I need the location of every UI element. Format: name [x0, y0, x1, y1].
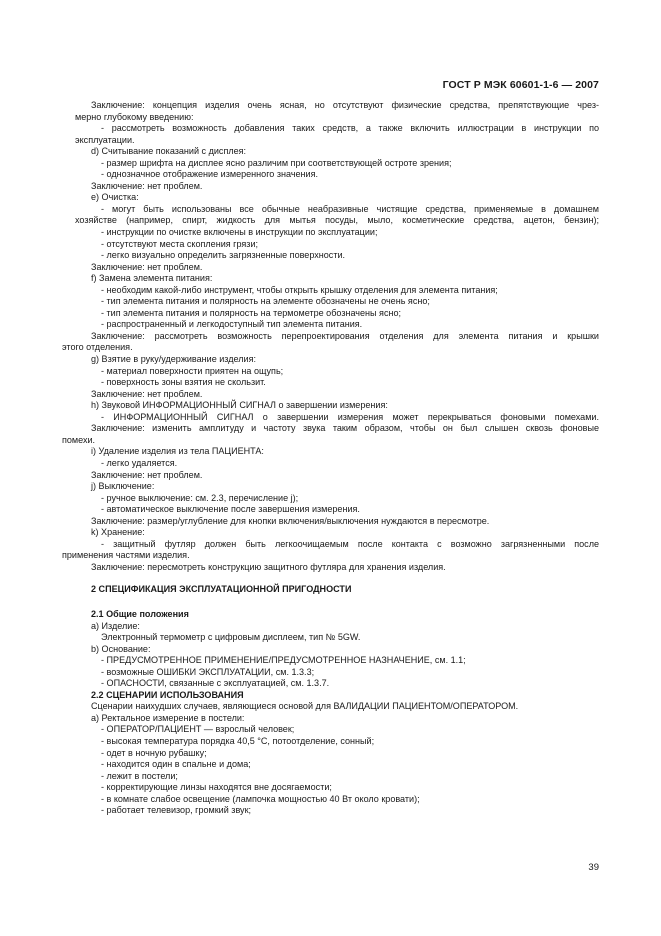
text-line: - легко удаляется. [101, 457, 178, 468]
text-line: - корректирующие линзы находятся вне досягаемости; [101, 782, 332, 793]
text-line: Сценарии наихудших случаев, являющиеся основой для ВАЛИДАЦИИ ПАЦИЕНТОМ/ОПЕРАТОРОМ. [91, 701, 519, 712]
document-header: ГОСТ Р МЭК 60601-1-6 — 2007 [442, 79, 599, 91]
text-line: Заключение: нет проблем. [91, 261, 203, 272]
section-heading: 2 СПЕЦИФИКАЦИЯ ЭКСПЛУАТАЦИОННОЙ ПРИГОДНОСТИ [91, 584, 352, 595]
text-line: - лежит в постели; [101, 770, 178, 781]
text-line: - одет в ночную рубашку; [101, 747, 207, 758]
text-line: - защитный футляр должен быть легкоочищаемым после контакта с возможно загрязненными после [101, 538, 599, 549]
text-line: Заключение: нет проблем. [91, 388, 203, 399]
document-body [0, 100, 661, 817]
text-line: k) Хранение: [91, 527, 145, 538]
text-line: - работает телевизор, громкий звук; [101, 805, 252, 816]
text-line: - распространенный и легкодоступный тип элемента питания. [101, 319, 363, 330]
text-line: мерно глубокому введению: [75, 111, 194, 122]
text-line: - рассмотреть возможность добавления таких средств, а также включить иллюстрации в инструкции по [101, 123, 599, 134]
text-line: Заключение: нет проблем. [91, 469, 203, 480]
text-line: - инструкции по очистке включены в инструкции по эксплуатации; [101, 227, 378, 238]
text-line: эксплуатации. [75, 134, 135, 145]
text-line: - поверхность зоны взятия не скользит. [101, 377, 266, 388]
text-line: a) Ректальное измерение в постели: [91, 712, 245, 723]
text-line: i) Удаление изделия из тела ПАЦИЕНТА: [91, 446, 264, 457]
text-line: - могут быть использованы все обычные неабразивные чистящие средства, применяемые в домашнем [101, 203, 599, 214]
text-line: хозяйстве (например, спирт, жидкость для мытья посуды, мыло, косметические средства, ацетон, бензин); [75, 215, 599, 226]
text-line: - тип элемента питания и полярность на элементе обозначены не очень ясно; [101, 296, 430, 307]
text-line: - ПРЕДУСМОТРЕННОЕ ПРИМЕНЕНИЕ/ПРЕДУСМОТРЕННОЕ НАЗНАЧЕНИЕ, см. 1.1; [101, 655, 466, 666]
text-line: помехи. [62, 434, 96, 445]
text-line: - отсутствуют места скопления грязи; [101, 238, 259, 249]
text-line: - размер шрифта на дисплее ясно различим при соответствующей остроте зрения; [101, 157, 452, 168]
text-line: - ИНФОРМАЦИОННЫЙ СИГНАЛ о завершении измерения может перекрываться фоновыми помехами. [101, 411, 599, 422]
text-line: h) Звуковой ИНФОРМАЦИОННЫЙ СИГНАЛ о завершении измерения: [91, 400, 388, 411]
text-line: - возможные ОШИБКИ ЭКСПЛУАТАЦИИ, см. 1.3.3; [101, 666, 315, 677]
text-line: Заключение: размер/углубление для кнопки включения/выключения нуждаются в пересмотре. [91, 515, 490, 526]
text-line: - ОПЕРАТОР/ПАЦИЕНТ — взрослый человек; [101, 724, 295, 735]
text-line: - находится один в спальне и дома; [101, 759, 251, 770]
text-line: - материал поверхности приятен на ощупь; [101, 365, 284, 376]
subsection-heading: 2.1 Общие положения [91, 608, 189, 619]
text-line: Заключение: нет проблем. [91, 180, 203, 191]
text-line: Заключение: пересмотреть конструкцию защитного футляра для хранения изделия. [91, 561, 446, 572]
text-line: - в комнате слабое освещение (лампочка мощностью 40 Вт около кровати); [101, 793, 420, 804]
text-line: a) Изделие: [91, 620, 140, 631]
text-line: - однозначное отображение измеренного значения. [101, 169, 319, 180]
text-line: этого отделения. [62, 342, 133, 353]
text-line: Заключение: изменить амплитуду и частоту звука таким образом, чтобы он был слышен сквозь фоновые [91, 423, 599, 434]
text-line: e) Очистка: [91, 192, 139, 203]
text-line: d) Считывание показаний с дисплея: [91, 146, 247, 157]
page-number: 39 [588, 862, 599, 873]
subsection-heading: 2.2 СЦЕНАРИИ ИСПОЛЬЗОВАНИЯ [91, 689, 244, 700]
text-line: g) Взятие в руку/удерживание изделия: [91, 354, 257, 365]
text-line: - ОПАСНОСТИ, связанные с эксплуатацией, см. 1.3.7. [101, 678, 330, 689]
text-line: b) Основание: [91, 643, 151, 654]
text-line: Заключение: рассмотреть возможность перепроектирования отделения для элемента питания и крышки [91, 330, 599, 341]
text-line: j) Выключение: [91, 481, 155, 492]
text-line: - высокая температура порядка 40,5 °С, потоотделение, сонный; [101, 735, 375, 746]
text-line: Заключение: концепция изделия очень ясная, но отсутствуют физические средства, препятствующие чрез- [91, 100, 599, 110]
text-line: - необходим какой-либо инструмент, чтобы открыть крышку отделения для элемента питания; [101, 284, 498, 295]
text-line: - легко визуально определить загрязненные поверхности. [101, 250, 346, 261]
text-line: - ручное выключение: см. 2.3, перечисление j); [101, 492, 299, 503]
text-line: f) Замена элемента питания: [91, 273, 213, 284]
text-line: - тип элемента питания и полярность на термометре обозначены ясно; [101, 307, 402, 318]
text-line: - автоматическое выключение после завершения измерения. [101, 504, 360, 515]
text-line: Электронный термометр с цифровым дисплеем, тип № 5GW. [101, 632, 361, 643]
text-line: применения частями изделия. [62, 550, 190, 561]
